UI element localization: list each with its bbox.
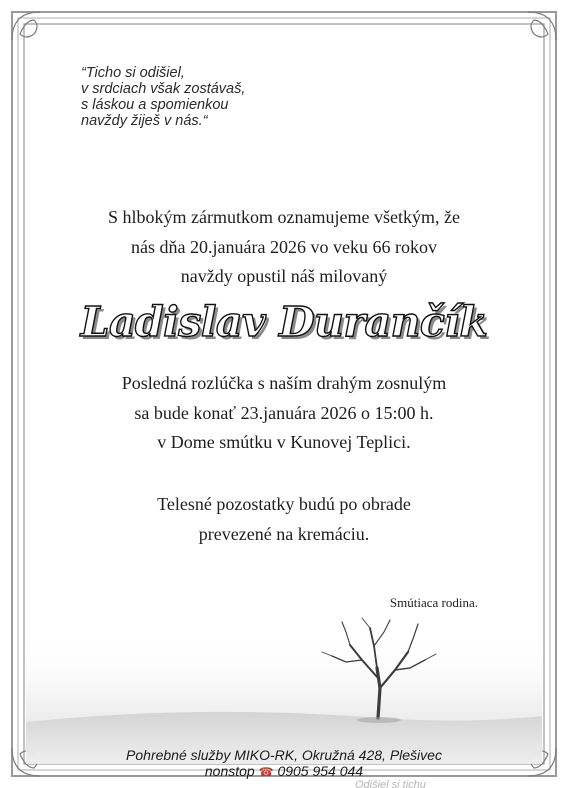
remains-notice (0, 490, 568, 549)
quote-line: v srdciach však zostávaš, (81, 81, 246, 97)
death-announcement (0, 203, 568, 292)
announcement-line: nás dňa 20.januára 2026 vo veku 66 rokov (131, 236, 437, 257)
funeral-service-footer (0, 747, 568, 780)
watermark-text: Odišiel si tichu (355, 779, 426, 788)
footer-address-line: Pohrebné služby MIKO-RK, Okružná 428, Plešivec (126, 747, 442, 763)
remains-line: prevezené na kremáciu. (198, 523, 370, 544)
nonstop-label: nonstop (204, 763, 255, 779)
footer-contact-line (0, 763, 568, 780)
remains-line: Telesné pozostatky budú po obrade (157, 494, 411, 514)
farewell-line: sa bude konať 23.januára 2026 o 15:00 h. (134, 402, 434, 423)
phone-number: 0905 954 044 (277, 763, 364, 779)
deceased-name: Ladislav Durančík (80, 298, 488, 346)
memorial-quote (81, 65, 245, 129)
telephone-icon: ☎ (258, 765, 274, 779)
quote-line: navždy žiješ v nás.“ (81, 113, 208, 129)
farewell-line: Posledná rozlúčka s naším drahým zosnulým (121, 373, 447, 393)
farewell-line: v Dome smútku v Kunovej Teplici. (157, 432, 411, 452)
announcement-line: navždy opustil náš milovaný (180, 266, 388, 286)
quote-line: s láskou a spomienkou (81, 97, 229, 113)
family-signature: Smútiaca rodina. (389, 595, 478, 610)
announcement-line: S hlbokým zármutkom oznamujeme všetkým, že (108, 207, 460, 227)
farewell-details (0, 369, 568, 458)
quote-line: “Ticho si odišiel, (81, 65, 185, 81)
